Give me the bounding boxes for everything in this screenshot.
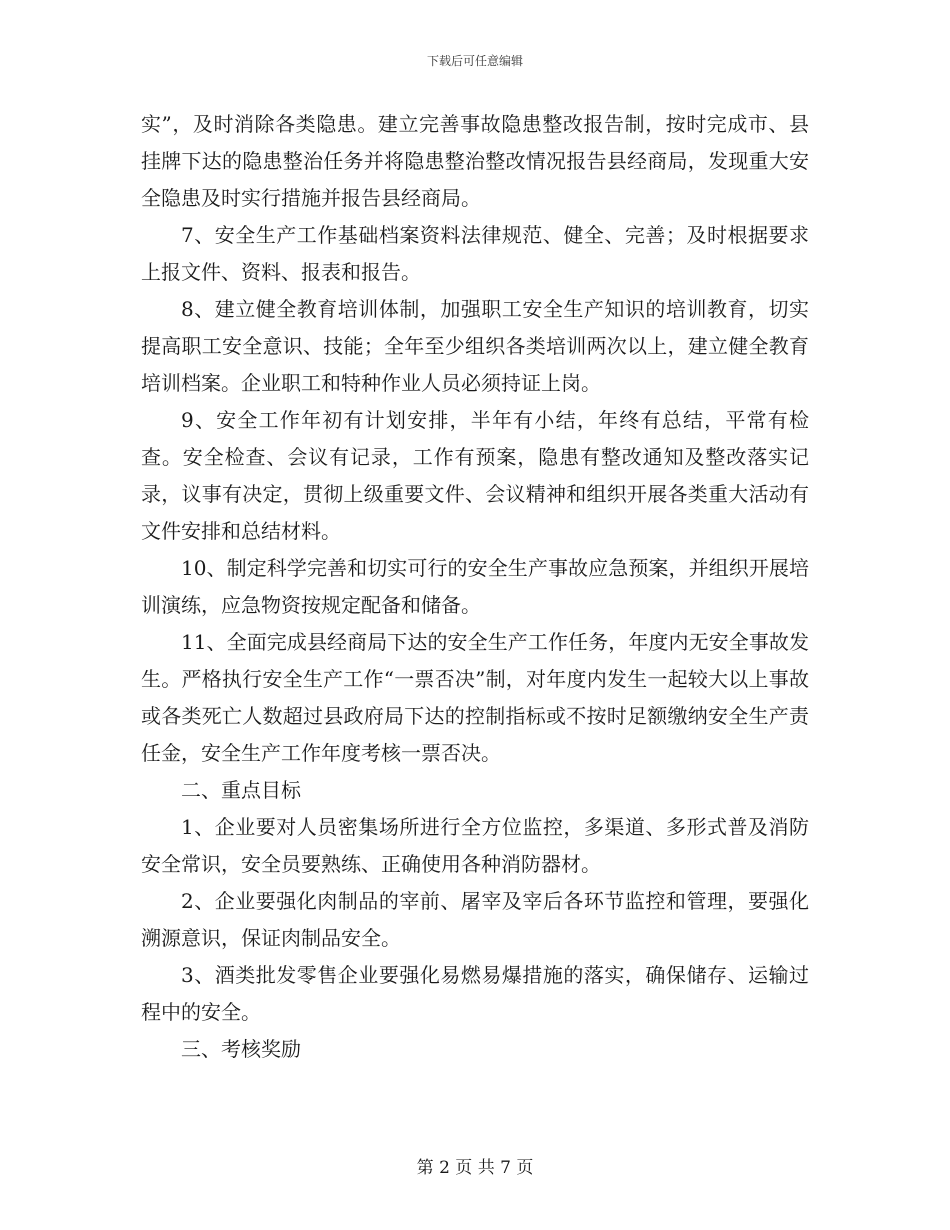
paragraph-item-7: 7、安全生产工作基础档案资料法律规范、健全、完善；及时根据要求上报文件、资料、报表和报告。 xyxy=(141,223,809,284)
section-heading-key-goals: 二、重点目标 xyxy=(181,778,301,802)
goal-item-3: 3、酒类批发零售企业要强化易燃易爆措施的落实，确保储存、运输过程中的安全。 xyxy=(141,963,809,1024)
paragraph-item-11: 11、全面完成县经商局下达的安全生产工作任务，年度内无安全事故发生。严格执行安全生产工作“一票否决”制，对年度内发生一起较大以上事故或各类死亡人数超过县政府局下达的控制指标或不按时足额缴纳安全生产责任金，安全生产工作年度考核一票否决。 xyxy=(141,630,809,765)
goal-item-1: 1、企业要对人员密集场所进行全方位监控，多渠道、多形式普及消防安全常识，安全员要熟练、正确使用各种消防器材。 xyxy=(141,815,809,876)
paragraph-item-8: 8、建立健全教育培训体制，加强职工安全生产知识的培训教育，切实提高职工安全意识、技能；全年至少组织各类培训两次以上，建立健全教育培训档案。企业职工和特种作业人员必须持证上岗。 xyxy=(141,297,809,395)
document-body xyxy=(141,106,809,1068)
page-header: 下载后可任意编辑 xyxy=(426,54,523,68)
paragraph-continuation: 实”，及时消除各类隐患。建立完善事故隐患整改报告制，按时完成市、县挂牌下达的隐患整治任务并将隐患整治整改情况报告县经商局，发现重大安全隐患及时实行措施并报告县经商局。 xyxy=(141,112,809,210)
page-number: 第 2 页 共 7 页 xyxy=(416,1158,534,1178)
goal-item-2: 2、企业要强化肉制品的宰前、屠宰及宰后各环节监控和管理，要强化溯源意识，保证肉制品安全。 xyxy=(141,889,809,950)
paragraph-item-10: 10、制定科学完善和切实可行的安全生产事故应急预案，并组织开展培训演练，应急物资按规定配备和储备。 xyxy=(141,556,809,617)
paragraph-item-9: 9、安全工作年初有计划安排，半年有小结，年终有总结，平常有检查。安全检查、会议有记录，工作有预案，隐患有整改通知及整改落实记录，议事有决定，贯彻上级重要文件、会议精神和组织开展各类重大活动有文件安排和总结材料。 xyxy=(141,408,809,543)
section-heading-assessment-rewards: 三、考核奖励 xyxy=(181,1037,301,1061)
